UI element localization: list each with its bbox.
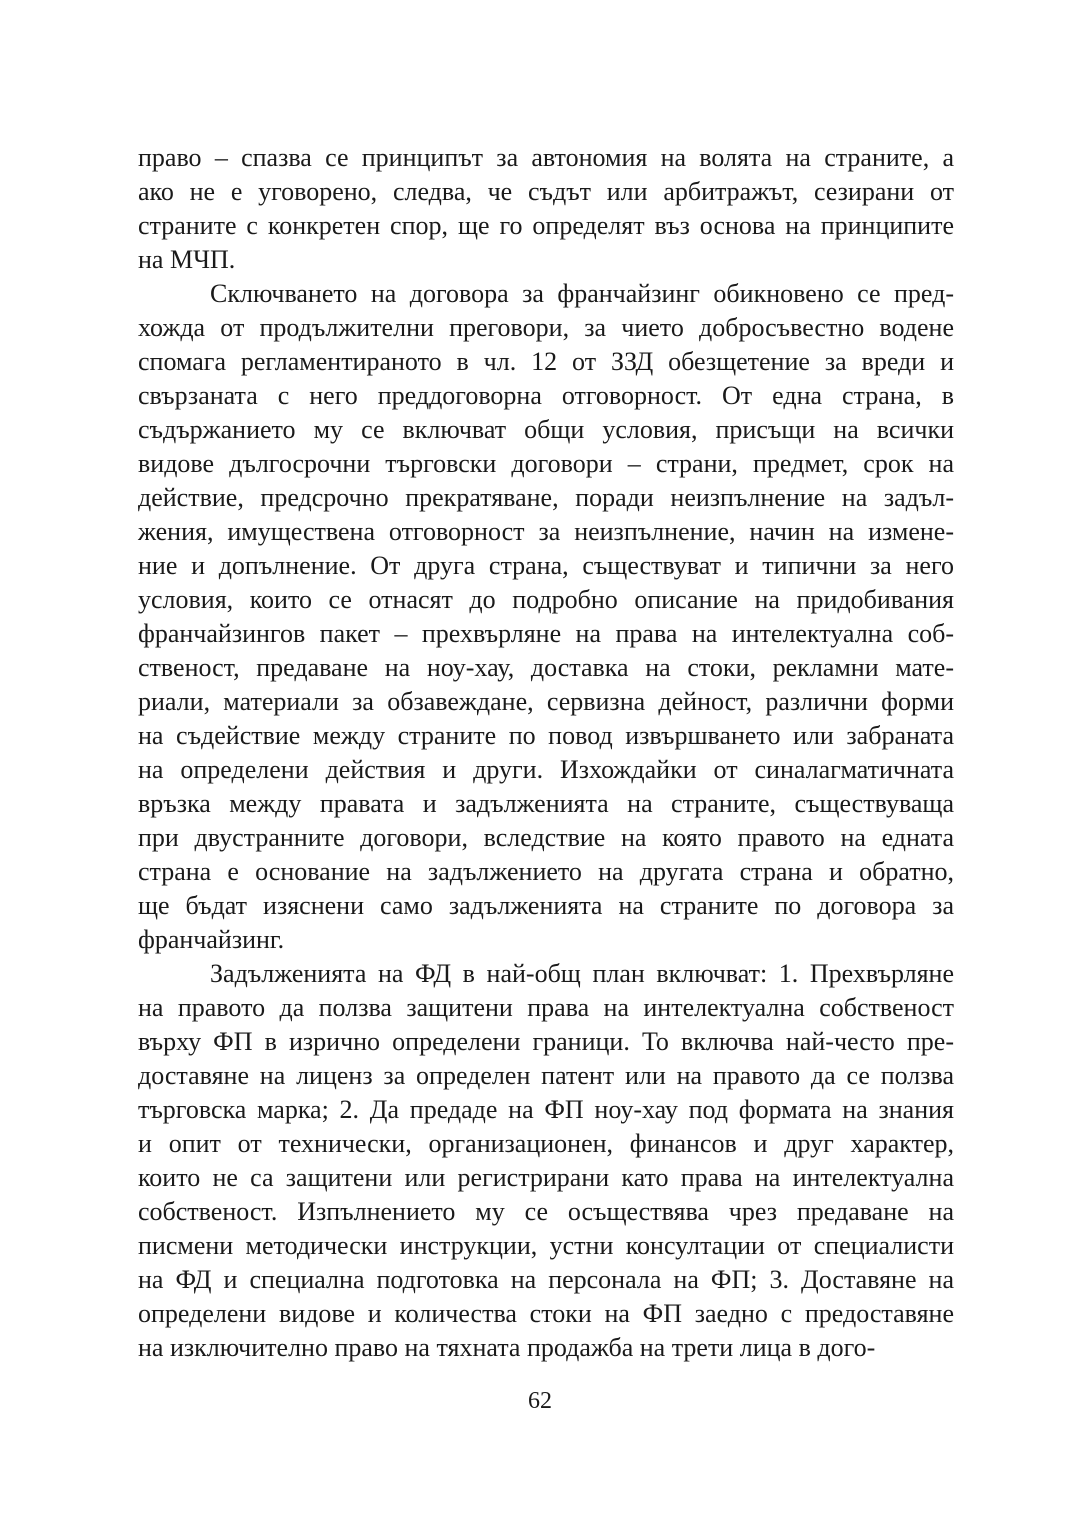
text-line: които не са защитени или регистрирани като права на интелектуална (138, 1163, 954, 1192)
paragraph (138, 277, 954, 957)
text-line: действие, предсрочно прекратяване, поради неизпълнение на задъл- (138, 483, 954, 512)
body-text (138, 141, 954, 1365)
text-line: франчайзинг. (138, 925, 285, 954)
text-line: хожда от продължителни преговори, за чието добросъвестно водене (138, 313, 954, 342)
text-line: право – спазва се принципът за автономия на волята на страните, а (138, 143, 954, 172)
text-line: определени видове и количества стоки на ФП заедно с предоставяне (138, 1299, 954, 1328)
paragraph (138, 141, 954, 277)
text-line: собственост. Изпълнението му се осъществява чрез предаване на (138, 1197, 954, 1226)
text-line: франчайзингов пакет – прехвърляне на права на интелектуална соб- (138, 619, 954, 648)
text-line: Сключването на договора за франчайзинг обикновено се пред- (210, 279, 954, 308)
text-line: видове дългосрочни търговски договори – страни, предмет, срок на (138, 449, 954, 478)
text-line: на изключително право на тяхната продажба на трети лица в дого- (138, 1333, 876, 1362)
text-line: Задълженията на ФД в най-общ план включват: 1. Прехвърляне (210, 959, 954, 988)
text-line: на правото да ползва защитени права на интелектуална собственост (138, 993, 954, 1022)
text-line: на МЧП. (138, 245, 236, 274)
text-line: свързаната с него преддоговорна отговорност. От една страна, в (138, 381, 954, 410)
text-line: ще бъдат изяснени само задълженията на страните по договора за (138, 891, 954, 920)
text-line: писмени методически инструкции, устни консултации от специалисти (138, 1231, 954, 1260)
text-line: върху ФП в изрично определени граници. То включва най-често пре- (138, 1027, 954, 1056)
text-line: на съдействие между страните по повод извършването или забраната (138, 721, 954, 750)
paragraph (138, 957, 954, 1365)
text-line: съдържанието му се включват общи условия, присъщи на всички (138, 415, 954, 444)
text-line: условия, които се отнасят до подробно описание на придобивания (138, 585, 954, 614)
text-line: ние и допълнение. От друга страна, съществуват и типични за него (138, 551, 954, 580)
text-line: риали, материали за обзавеждане, сервизна дейност, различни форми (138, 687, 954, 716)
text-line: на ФД и специална подготовка на персонала на ФП; 3. Доставяне на (138, 1265, 954, 1294)
text-line: и опит от технически, организационен, финансов и друг характер, (138, 1129, 954, 1158)
text-line: търговска марка; 2. Да предаде на ФП ноу-хау под формата на знания (138, 1095, 954, 1124)
text-line: ственост, предаване на ноу-хау, доставка на стоки, рекламни мате- (138, 653, 954, 682)
text-line: спомага регламентираното в чл. 12 от ЗЗД обезщетение за вреди и (138, 347, 954, 376)
page-number: 62 (528, 1388, 552, 1414)
text-line: доставяне на лиценз за определен патент или на правото да се ползва (138, 1061, 954, 1090)
text-line: връзка между правата и задълженията на страните, съществуваща (138, 789, 954, 818)
text-line: страна е основание на задължението на другата страна и обратно, (138, 857, 954, 886)
text-line: при двустранните договори, вследствие на която правото на едната (138, 823, 954, 852)
text-line: страните с конкретен спор, ще го определят въз основа на принципите (138, 211, 954, 240)
text-line: на определени действия и други. Изхождайки от синалагматичната (138, 755, 954, 784)
text-line: ако не е уговорено, следва, че съдът или арбитражът, сезирани от (138, 177, 954, 206)
text-line: жения, имуществена отговорност за неизпълнение, начин на измене- (138, 517, 954, 546)
